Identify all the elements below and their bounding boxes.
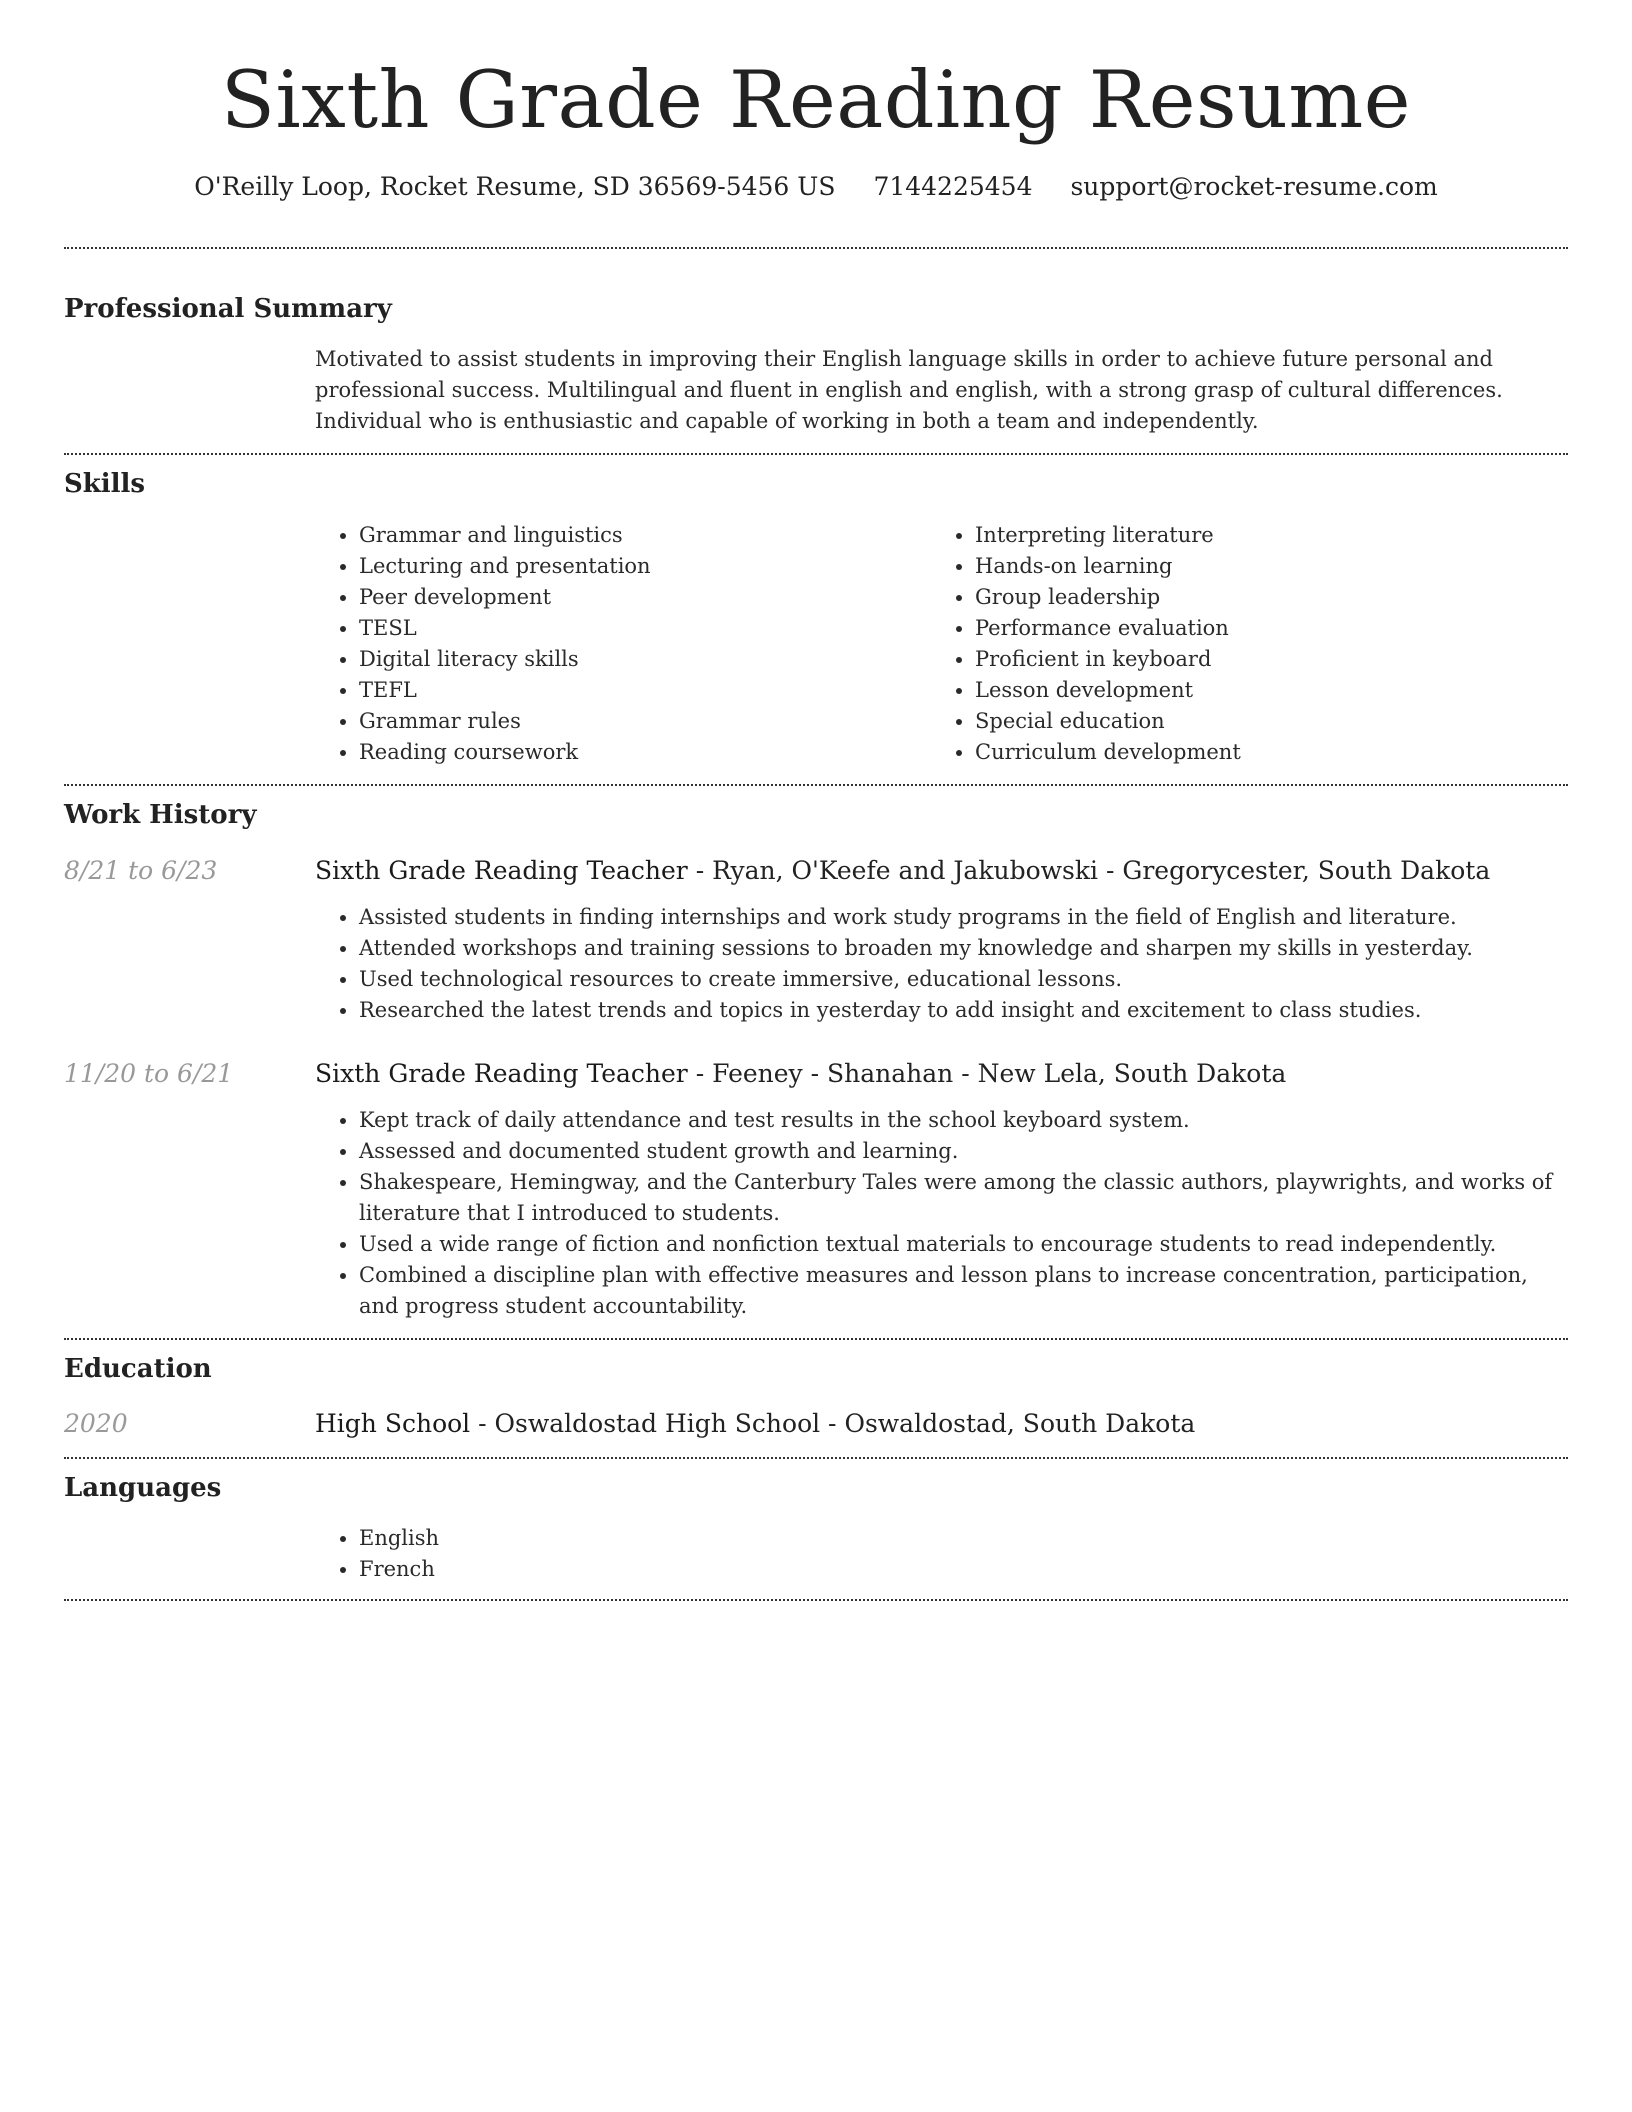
contact-phone: 7144225454 bbox=[873, 172, 1033, 201]
divider bbox=[64, 1599, 1568, 1601]
job-dates: 11/20 to 6/21 bbox=[64, 1059, 234, 1088]
list-item: • Proficient in keyboard bbox=[975, 644, 1547, 675]
skills-column-right bbox=[931, 520, 1547, 768]
summary-body bbox=[315, 344, 1568, 453]
list-item: • Group leadership bbox=[975, 582, 1547, 613]
divider bbox=[64, 247, 1568, 249]
job-title bbox=[315, 1057, 1286, 1091]
list-item: • Grammar and linguistics bbox=[359, 520, 931, 551]
list-item: • English bbox=[359, 1523, 1568, 1554]
section-title-skills: Skills bbox=[64, 469, 146, 499]
divider bbox=[64, 784, 1568, 786]
education-degree: High School bbox=[315, 1409, 471, 1438]
languages-section bbox=[64, 1471, 1568, 1599]
section-title-summary: Professional Summary bbox=[64, 294, 392, 324]
job-bullets bbox=[315, 902, 1568, 1026]
list-item: • Assisted students in finding internships and work study programs in the field of English and literature. bbox=[359, 902, 1568, 933]
list-item: • Used a wide range of fiction and nonfiction textual materials to encourage students to read independently. bbox=[359, 1229, 1568, 1260]
list-item: • Shakespeare, Hemingway, and the Canterbury Tales were among the classic authors, playwrights, and works of literature that I introduced to students. bbox=[359, 1167, 1568, 1229]
list-item: • Digital literacy skills bbox=[359, 644, 931, 675]
job-dates: 8/21 to 6/23 bbox=[64, 856, 218, 885]
list-item: • Kept track of daily attendance and test results in the school keyboard system. bbox=[359, 1105, 1568, 1136]
contact-address: O'Reilly Loop, Rocket Resume, SD 36569-5456 US bbox=[194, 172, 836, 201]
list-item: • Peer development bbox=[359, 582, 931, 613]
contact-email: support@rocket-resume.com bbox=[1070, 172, 1438, 201]
education-school: - Oswaldostad High School - Oswaldostad, South Dakota bbox=[470, 1409, 1196, 1438]
list-item: • Lesson development bbox=[975, 675, 1547, 706]
section-title-education: Education bbox=[64, 1354, 212, 1384]
list-item: • TESL bbox=[359, 613, 931, 644]
education-title bbox=[315, 1407, 1195, 1441]
job-entry bbox=[64, 854, 1568, 888]
job-role: Sixth Grade Reading Teacher bbox=[315, 856, 688, 885]
work-section bbox=[64, 798, 1568, 1338]
list-item: • Hands-on learning bbox=[975, 551, 1547, 582]
divider bbox=[64, 453, 1568, 455]
resume-name: Sixth Grade Reading Resume bbox=[220, 54, 1412, 146]
job-entry bbox=[64, 1057, 1568, 1091]
list-item: • Special education bbox=[975, 706, 1547, 737]
list-item: • Lecturing and presentation bbox=[359, 551, 931, 582]
list-item: • Attended workshops and training sessions to broaden my knowledge and sharpen my skills in yesterday. bbox=[359, 933, 1568, 964]
list-item: • Interpreting literature bbox=[975, 520, 1547, 551]
list-item: • Grammar rules bbox=[359, 706, 931, 737]
job-bullets bbox=[315, 1105, 1568, 1338]
section-title-languages: Languages bbox=[64, 1473, 222, 1503]
list-item: • French bbox=[359, 1554, 1568, 1585]
job-title bbox=[315, 854, 1490, 888]
list-item: • Reading coursework bbox=[359, 737, 931, 768]
education-section bbox=[64, 1352, 1568, 1457]
skills-list bbox=[315, 520, 1568, 784]
list-item: • TEFL bbox=[359, 675, 931, 706]
divider bbox=[64, 1338, 1568, 1340]
skills-section bbox=[64, 467, 1568, 784]
list-item: • Researched the latest trends and topics in yesterday to add insight and excitement to class studies. bbox=[359, 995, 1568, 1026]
job-company: - Feeney - Shanahan - New Lela, South Dakota bbox=[687, 1059, 1287, 1088]
job-company: - Ryan, O'Keefe and Jakubowski - Gregorycester, South Dakota bbox=[687, 856, 1491, 885]
list-item: • Assessed and documented student growth and learning. bbox=[359, 1136, 1568, 1167]
languages-list bbox=[315, 1523, 1568, 1599]
section-title-work: Work History bbox=[64, 800, 257, 830]
list-item: • Combined a discipline plan with effective measures and lesson plans to increase concentration, participation, and progress student accountability. bbox=[359, 1260, 1568, 1322]
list-item: • Used technological resources to create immersive, educational lessons. bbox=[359, 964, 1568, 995]
education-entry bbox=[64, 1407, 1568, 1457]
divider bbox=[64, 1457, 1568, 1459]
summary-text: Motivated to assist students in improving their English language skills in order to achieve future personal and professional success. Multilingual and fluent in english and english, with a strong grasp of cultural differences. Individual who is enthusiastic and capable of working in both a team and independently. bbox=[315, 347, 1503, 433]
summary-section bbox=[64, 292, 1568, 453]
list-item: • Curriculum development bbox=[975, 737, 1547, 768]
job-role: Sixth Grade Reading Teacher bbox=[315, 1059, 688, 1088]
list-item: • Performance evaluation bbox=[975, 613, 1547, 644]
education-year: 2020 bbox=[64, 1409, 128, 1438]
skills-column-left bbox=[315, 520, 931, 768]
contact-line bbox=[64, 170, 1568, 204]
